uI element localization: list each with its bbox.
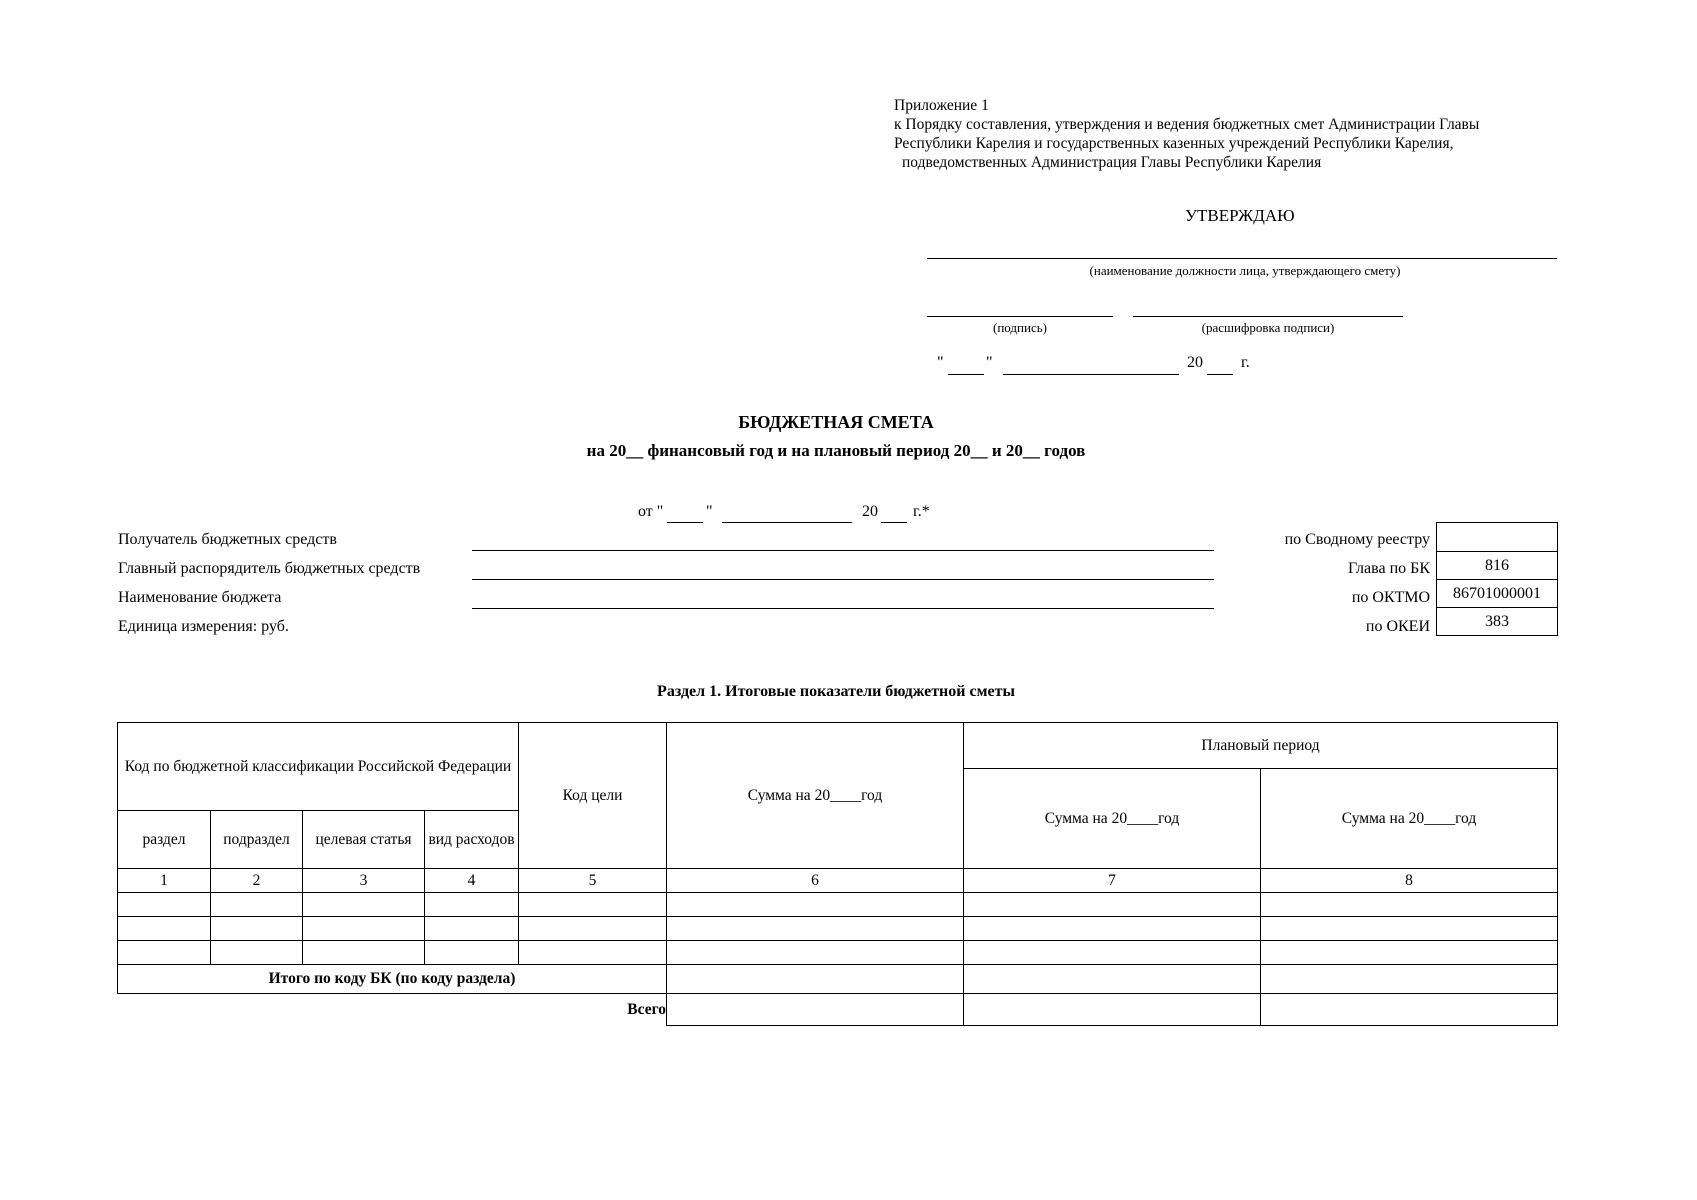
classification-header: Код по бюджетной классификации Российской Федерации — [118, 723, 519, 811]
code-value-oktmo: 86701000001 — [1437, 579, 1557, 607]
table-cell[interactable] — [964, 917, 1261, 941]
code-label-okei: по ОКЕИ — [1365, 618, 1430, 635]
header-goal-code: Код цели — [519, 723, 667, 869]
col-number: 8 — [1261, 869, 1558, 893]
unit-label: Единица измерения: руб. — [118, 618, 289, 635]
table-cell[interactable] — [425, 893, 519, 917]
header-sum-current: Сумма на 20____год — [667, 723, 964, 869]
header-sum-plan-2: Сумма на 20____год — [1261, 769, 1558, 869]
summary-table — [117, 722, 1558, 1026]
date-day-line — [667, 522, 703, 523]
col-number: 3 — [303, 869, 425, 893]
approval-year-prefix: 20 — [1187, 354, 1203, 371]
annex-block — [894, 96, 1479, 172]
code-label-oktmo: по ОКТМО — [1351, 589, 1430, 606]
table-cell[interactable] — [211, 941, 303, 965]
position-line — [927, 258, 1557, 259]
code-label-chapter: Глава по БК — [1348, 560, 1430, 577]
annex-line-3: подведомственных Администрация Главы Республики Карелия — [902, 154, 1322, 171]
recipient-label: Получатель бюджетных средств — [118, 531, 337, 548]
col-number: 4 — [425, 869, 519, 893]
table-cell[interactable] — [964, 893, 1261, 917]
document-title: БЮДЖЕТНАЯ СМЕТА — [738, 412, 934, 432]
code-label-registry: по Сводному реестру — [1284, 531, 1430, 548]
approval-month-line — [1003, 374, 1179, 375]
signature-decode-line — [1133, 316, 1403, 317]
section-1-title: Раздел 1. Итоговые показатели бюджетной сметы — [657, 683, 1015, 700]
table-cell[interactable] — [118, 941, 211, 965]
table-row — [118, 917, 1558, 941]
table-cell[interactable] — [425, 941, 519, 965]
table-cell[interactable] — [303, 893, 425, 917]
date-year-suffix: г.* — [913, 503, 930, 520]
col-number: 5 — [519, 869, 667, 893]
table-cell[interactable] — [211, 893, 303, 917]
document-subtitle: на 20__ финансовый год и на плановый период 20__ и 20__ годов — [586, 441, 1086, 460]
date-month-line — [722, 522, 852, 523]
budget-name-line — [472, 608, 1214, 609]
table-cell[interactable] — [118, 917, 211, 941]
date-prefix: от " — [638, 503, 664, 520]
table-cell[interactable] — [964, 941, 1261, 965]
table-cell[interactable] — [667, 994, 964, 1026]
header-vid: вид расходов — [425, 811, 519, 869]
table-cell[interactable] — [211, 917, 303, 941]
table-cell[interactable] — [1261, 965, 1558, 994]
header-sum-plan-1: Сумма на 20____год — [964, 769, 1261, 869]
table-cell[interactable] — [964, 994, 1261, 1026]
col-number: 2 — [211, 869, 303, 893]
total-row — [118, 994, 1558, 1026]
manager-label: Главный распорядитель бюджетных средств — [118, 560, 421, 577]
col-number: 6 — [667, 869, 964, 893]
column-numbers-row — [118, 869, 1558, 893]
code-value-chapter: 816 — [1437, 551, 1557, 579]
table-cell[interactable] — [425, 917, 519, 941]
table-cell[interactable] — [964, 965, 1261, 994]
table-cell[interactable] — [303, 941, 425, 965]
col-number: 7 — [964, 869, 1261, 893]
table-cell[interactable] — [667, 965, 964, 994]
annex-line-2: Республики Карелия и государственных казенных учреждений Республики Карелия, — [894, 135, 1454, 152]
decode-caption: (расшифровка подписи) — [1201, 320, 1335, 335]
codes-box — [1436, 522, 1558, 636]
table-cell[interactable] — [519, 941, 667, 965]
table-row — [118, 893, 1558, 917]
col-number: 1 — [118, 869, 211, 893]
table-cell[interactable] — [667, 941, 964, 965]
date-mid: " — [706, 503, 713, 520]
approval-year-line — [1207, 374, 1233, 375]
table-cell[interactable] — [1261, 917, 1558, 941]
table-cell[interactable] — [519, 893, 667, 917]
annex-line-1: к Порядку составления, утверждения и ведения бюджетных смет Администрации Главы — [894, 116, 1480, 133]
approval-heading: УТВЕРЖДАЮ — [1185, 206, 1295, 225]
signature-line — [927, 316, 1113, 317]
date-year-line — [881, 522, 907, 523]
table-row — [118, 941, 1558, 965]
approval-year-suffix: г. — [1241, 354, 1250, 371]
header-podrazdel: подраздел — [211, 811, 303, 869]
recipient-line — [472, 550, 1214, 551]
table-cell[interactable] — [1261, 994, 1558, 1026]
header-target: целевая статья — [303, 811, 425, 869]
approval-day-line — [948, 374, 984, 375]
header-razdel: раздел — [118, 811, 211, 869]
table-cell[interactable] — [667, 893, 964, 917]
position-caption: (наименование должности лица, утверждающего смету) — [1089, 263, 1401, 278]
table-cell[interactable] — [1261, 893, 1558, 917]
table-cell[interactable] — [667, 917, 964, 941]
table-cell[interactable] — [1261, 941, 1558, 965]
code-value-registry — [1437, 523, 1557, 551]
signature-caption: (подпись) — [993, 320, 1047, 335]
annex-title: Приложение 1 — [894, 97, 989, 114]
table-cell[interactable] — [303, 917, 425, 941]
approval-quote-close: " — [986, 354, 993, 371]
table-cell[interactable] — [519, 917, 667, 941]
header-planned-period: Плановый период — [964, 723, 1558, 769]
code-value-okei: 383 — [1437, 607, 1557, 635]
budget-name-label: Наименование бюджета — [118, 589, 282, 606]
manager-line — [472, 579, 1214, 580]
date-year-prefix: 20 — [862, 503, 878, 520]
approval-quote-open: " — [937, 354, 944, 371]
subtotal-label: Итого по коду БК (по коду раздела) — [118, 965, 667, 994]
subtotal-row — [118, 965, 1558, 994]
table-cell[interactable] — [118, 893, 211, 917]
total-label: Всего — [627, 1000, 666, 1018]
